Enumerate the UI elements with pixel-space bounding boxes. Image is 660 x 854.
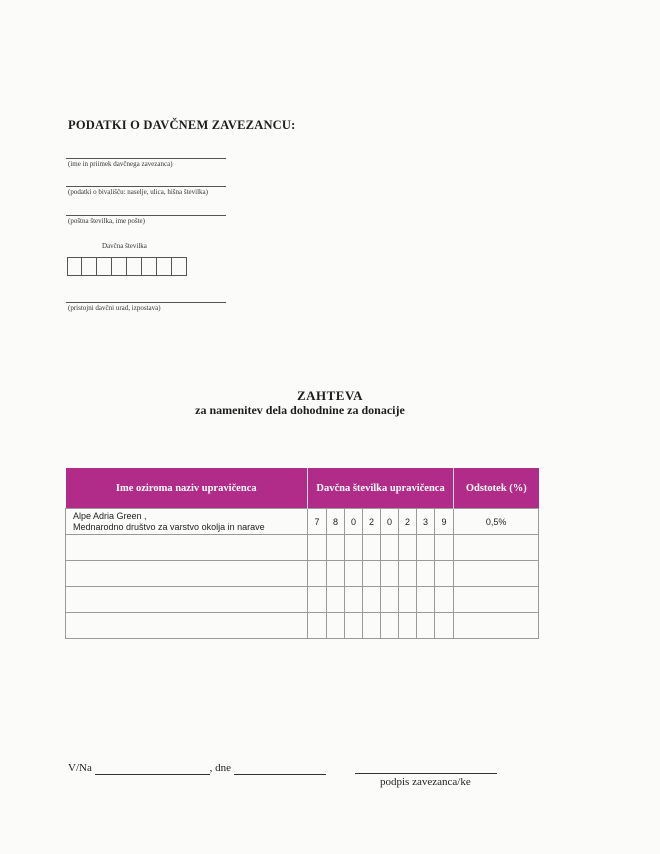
tax-digit-cell[interactable]	[381, 587, 399, 613]
name-field-label: (ime in priimek davčnega zavezanca)	[68, 160, 173, 168]
beneficiary-name-cell[interactable]	[66, 509, 308, 535]
tax-digit-cell[interactable]	[435, 587, 454, 613]
tax-digit-cell[interactable]	[417, 561, 435, 587]
beneficiary-name-cell[interactable]	[66, 561, 308, 587]
tax-digit-cell[interactable]	[399, 561, 417, 587]
post-field-label: (poštna številka, ime pošte)	[68, 217, 145, 225]
beneficiary-name-line1: Alpe Adria Green ,	[73, 510, 147, 521]
beneficiary-name-cell[interactable]	[66, 587, 308, 613]
empty-table-row	[66, 613, 539, 639]
empty-table-row	[66, 587, 539, 613]
tax-digit-cell[interactable]	[435, 613, 454, 639]
beneficiary-name-line2: Mednarodno društvo za varstvo okolja in narave	[73, 521, 265, 532]
tax-digit-cell[interactable]	[435, 561, 454, 587]
tax-office-field-label: (pristojni davčni urad, izpostava)	[68, 304, 161, 312]
tax-digit-cell[interactable]	[327, 561, 345, 587]
tax-digit-cell[interactable]	[381, 561, 399, 587]
post-field-line[interactable]	[66, 215, 226, 216]
tax-digit-box[interactable]	[67, 257, 82, 276]
tax-digit-cell[interactable]: 3	[417, 509, 435, 535]
tax-digit-cell[interactable]	[308, 561, 327, 587]
tax-digit-box[interactable]	[157, 257, 172, 276]
beneficiary-table	[65, 468, 539, 639]
tax-digit-cell[interactable]	[399, 613, 417, 639]
percent-cell[interactable]	[454, 613, 539, 639]
tax-digit-cell[interactable]	[435, 535, 454, 561]
tax-digit-cell[interactable]	[417, 613, 435, 639]
tax-number-label: Davčna številka	[102, 242, 147, 250]
tax-digit-cell[interactable]	[345, 561, 363, 587]
tax-number-boxes[interactable]	[67, 257, 187, 276]
tax-digit-cell[interactable]: 0	[345, 509, 363, 535]
name-field-line[interactable]	[66, 158, 226, 159]
tax-digit-cell[interactable]: 2	[399, 509, 417, 535]
tax-digit-cell[interactable]: 2	[363, 509, 381, 535]
place-label: V/Na	[68, 762, 92, 774]
tax-digit-cell[interactable]	[417, 587, 435, 613]
tax-digit-cell[interactable]	[399, 535, 417, 561]
section-title: PODATKI O DAVČNEM ZAVEZANCU:	[68, 118, 296, 132]
tax-office-field-line[interactable]	[66, 302, 226, 303]
percent-cell[interactable]	[454, 535, 539, 561]
tax-digit-box[interactable]	[112, 257, 127, 276]
tax-digit-cell[interactable]	[345, 613, 363, 639]
tax-digit-cell[interactable]	[363, 587, 381, 613]
tax-digit-cell[interactable]	[327, 535, 345, 561]
tax-digit-cell[interactable]: 8	[327, 509, 345, 535]
tax-digit-cell[interactable]	[308, 587, 327, 613]
tax-digit-cell[interactable]	[308, 535, 327, 561]
percent-cell[interactable]: 0,5%	[454, 509, 539, 535]
tax-digit-cell[interactable]	[381, 613, 399, 639]
request-title: ZAHTEVA	[296, 388, 364, 403]
tax-digit-box[interactable]	[97, 257, 112, 276]
beneficiary-name-cell[interactable]	[66, 535, 308, 561]
tax-digit-cell[interactable]: 9	[435, 509, 454, 535]
tax-digit-cell[interactable]	[399, 587, 417, 613]
address-field-label: (podatki o bivališču: naselje, ulica, hišna številka)	[68, 188, 208, 196]
date-label: , dne	[209, 762, 231, 774]
tax-digit-box[interactable]	[142, 257, 157, 276]
place-input-line[interactable]	[95, 762, 210, 775]
request-subtitle: za namenitev dela dohodnine za donacije	[195, 403, 405, 417]
header-beneficiary-name: Ime oziroma naziv upravičenca	[66, 468, 308, 509]
tax-digit-cell[interactable]: 0	[381, 509, 399, 535]
footer-place-date	[68, 762, 326, 775]
tax-digit-cell[interactable]	[345, 535, 363, 561]
empty-table-row	[66, 561, 539, 587]
date-input-line[interactable]	[234, 762, 326, 775]
beneficiary-name-cell[interactable]	[66, 613, 308, 639]
tax-digit-box[interactable]	[82, 257, 97, 276]
tax-digit-box[interactable]	[127, 257, 142, 276]
tax-digit-cell[interactable]	[417, 535, 435, 561]
header-percent: Odstotek (%)	[454, 468, 539, 509]
address-field-line[interactable]	[66, 186, 226, 187]
tax-digit-cell[interactable]	[327, 587, 345, 613]
header-beneficiary-tax-number: Davčna številka upravičenca	[308, 468, 454, 509]
tax-digit-cell[interactable]	[363, 561, 381, 587]
tax-digit-box[interactable]	[172, 257, 187, 276]
signature-line[interactable]	[355, 773, 497, 774]
tax-digit-cell[interactable]	[327, 613, 345, 639]
tax-digit-cell[interactable]: 7	[308, 509, 327, 535]
percent-cell[interactable]	[454, 587, 539, 613]
table-header-row	[66, 468, 539, 509]
table-row	[66, 509, 539, 535]
empty-table-row	[66, 535, 539, 561]
tax-digit-cell[interactable]	[308, 613, 327, 639]
percent-cell[interactable]	[454, 561, 539, 587]
tax-digit-cell[interactable]	[345, 587, 363, 613]
tax-digit-cell[interactable]	[363, 613, 381, 639]
tax-digit-cell[interactable]	[381, 535, 399, 561]
tax-digit-cell[interactable]	[363, 535, 381, 561]
signature-label: podpis zavezanca/ke	[380, 776, 471, 788]
